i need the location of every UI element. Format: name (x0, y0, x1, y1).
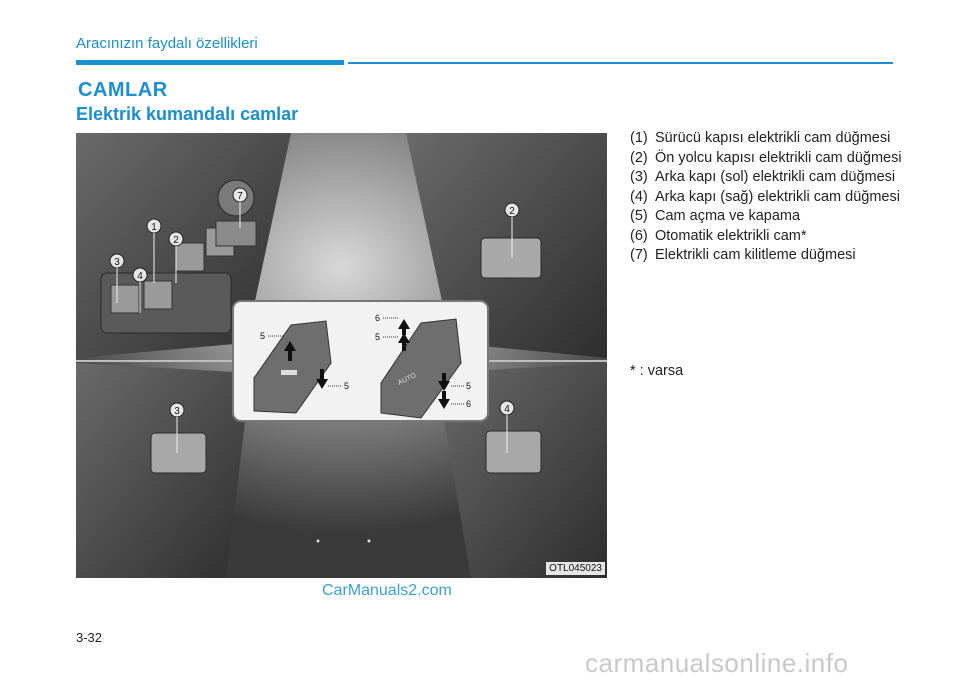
site-watermark: CarManuals2.com (322, 582, 452, 599)
section-title: CAMLAR (78, 79, 168, 101)
window-switches-figure (76, 133, 607, 578)
list-item (630, 130, 930, 147)
svg-text:2: 2 (173, 235, 179, 246)
component-list (630, 130, 930, 267)
svg-text:2: 2 (509, 206, 515, 217)
item-text: Arka kapı (sağ) elektrikli cam düğmesi (655, 188, 900, 205)
svg-text:AUTO: AUTO (396, 372, 418, 387)
list-item (630, 228, 930, 245)
list-item (630, 169, 930, 186)
item-text: Ön yolcu kapısı elektrikli cam düğmesi (655, 149, 902, 166)
svg-text:4: 4 (504, 404, 510, 415)
figure-illustration (76, 133, 607, 578)
page-number: 3-32 (76, 630, 103, 645)
section-subtitle: Elektrik kumandalı camlar (76, 104, 299, 124)
item-number: (7) (630, 247, 648, 263)
list-item (630, 150, 930, 167)
svg-text:5: 5 (260, 331, 266, 341)
footnote: * : varsa (630, 363, 684, 379)
passenger-switch (481, 238, 541, 278)
svg-text:3: 3 (174, 406, 180, 417)
item-number: (4) (630, 188, 648, 205)
svg-text:5: 5 (344, 381, 350, 391)
list-item (630, 247, 930, 264)
item-text: Sürücü kapısı elektrikli cam düğmesi (655, 130, 891, 146)
item-number: (1) (630, 130, 648, 146)
rear-right-switch (486, 431, 541, 473)
svg-text:4: 4 (137, 271, 143, 282)
item-number: (2) (630, 149, 648, 166)
svg-text:7: 7 (237, 191, 243, 202)
svg-text:6: 6 (466, 399, 472, 409)
header-bar-thin (348, 62, 893, 64)
item-text: Otomatik elektrikli cam* (655, 227, 807, 244)
header-title: Aracınızın faydalı özellikleri (76, 35, 258, 52)
switch-detail-inset (233, 301, 488, 421)
item-text: Elektrikli cam kilitleme düğmesi (655, 247, 856, 263)
item-number: (6) (630, 227, 648, 244)
item-number: (5) (630, 208, 648, 224)
item-text: Cam açma ve kapama (655, 208, 801, 224)
rear-left-switch (151, 433, 206, 473)
svg-text:1: 1 (151, 222, 157, 233)
figure-code: OTL045023 (546, 562, 605, 575)
header-bar-thick (76, 60, 344, 65)
list-item (630, 208, 930, 225)
svg-text:5: 5 (375, 332, 381, 342)
svg-text:6: 6 (375, 313, 381, 323)
item-text: Arka kapı (sol) elektrikli cam düğmesi (655, 169, 896, 185)
svg-text:3: 3 (114, 257, 120, 268)
item-number: (3) (630, 169, 648, 185)
list-item (630, 189, 930, 206)
bottom-watermark: carmanualsonline.info (585, 648, 849, 678)
svg-text:5: 5 (466, 381, 472, 391)
